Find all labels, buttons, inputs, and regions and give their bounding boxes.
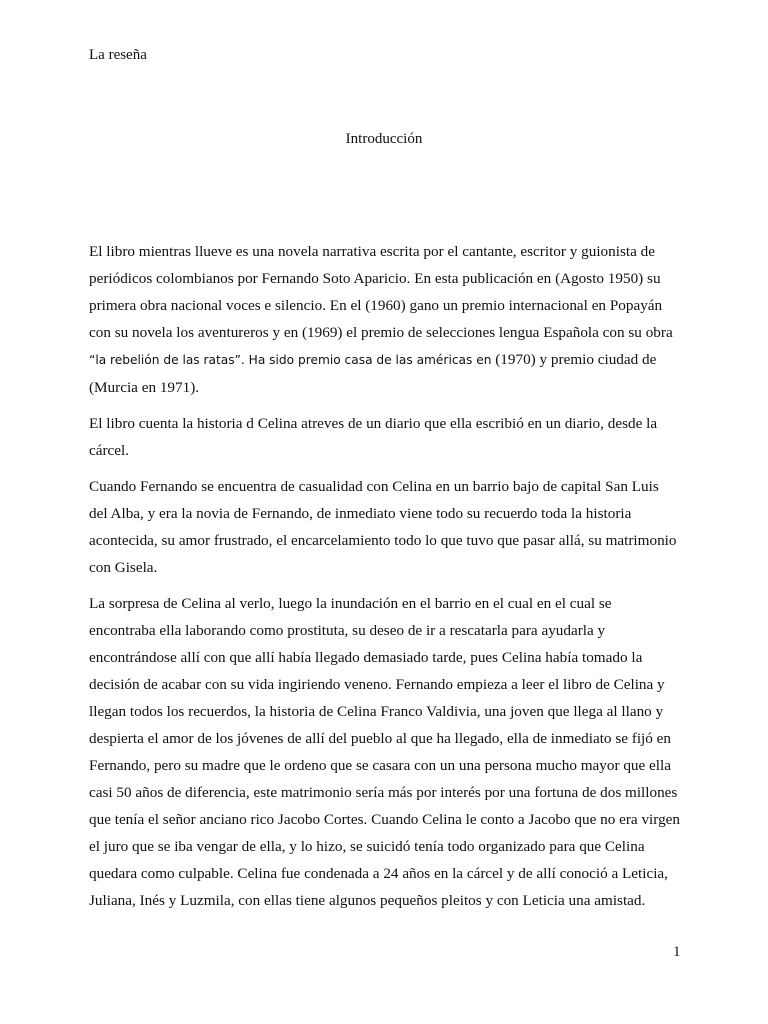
paragraph-1-end: (1970) y premio ciudad de (Murcia en 1971). [89, 351, 657, 396]
paragraph-4: La sorpresa de Celina al verlo, luego la inundación en el barrio en el cual en el cual se encontraba ella laborando como prostituta, su deseo de ir a rescatarla para ayudarla y encontrándose allí con que allí había llegado demasiado tarde, pues Celina había tomado la decisión de acabar con su vida ingiriendo veneno. Fernando empieza a leer el libro de Celina y llegan todos los recuerdos, la historia de Celina Franco Valdivia, una joven que llega al llano y despierta el amor de los jóvenes de allí del pueblo al que ha llegado, ella de inmediato se fijó en Fernando, pero su madre que le ordeno que se casara con un una persona mucho mayor que ella casi 50 años de diferencia, este matrimonio sería más por interés por una fortuna de dos millones que tenía el señor anciano rico Jacobo Cortes. Cuando Celina le conto a Jacobo que no era virgen el juro que se iba vengar de ella, y lo hizo, se suicidó tenía todo organizado para que Celina quedara como culpable. Celina fue condenada a 24 años en la cárcel y de allí conoció a Leticia, Juliana, Inés y Luzmila, con ellas tiene algunos pequeños pleitos y con Leticia una amistad. [89, 595, 680, 909]
paragraph-3: Cuando Fernando se encuentra de casualidad con Celina en un barrio bajo de capital San Luis del Alba, y era la novia de Fernando, de inmediato viene todo su recuerdo toda la historia acontecida, su amor frustrado, el encarcelamiento todo lo que tuvo que pasar allá, su matrimonio con Gisela. [89, 478, 677, 576]
body-text [89, 238, 681, 923]
section-title: Introducción [345, 131, 423, 147]
paragraph-1-start: El libro mientras llueve es una novela narrativa escrita por el cantante, escritor y guionista de periódicos colombianos por Fernando Soto Aparicio. En esta publicación en (Agosto 1950) su primera obra nacional voces e silencio. En el (1960) gano un premio internacional en Popayán con su novela los aventureros y en (1969) el premio de selecciones lengua Española con su obra [89, 243, 673, 341]
paragraph-1-sans-segment: “la rebelión de las ratas”. Ha sido premio casa de las américas en [89, 353, 492, 367]
running-header: La reseña [89, 47, 147, 63]
paragraph-1 [89, 238, 681, 401]
page-number: 1 [673, 944, 681, 960]
paragraph-2: El libro cuenta la historia d Celina atreves de un diario que ella escribió en un diario, desde la cárcel. [89, 415, 658, 459]
